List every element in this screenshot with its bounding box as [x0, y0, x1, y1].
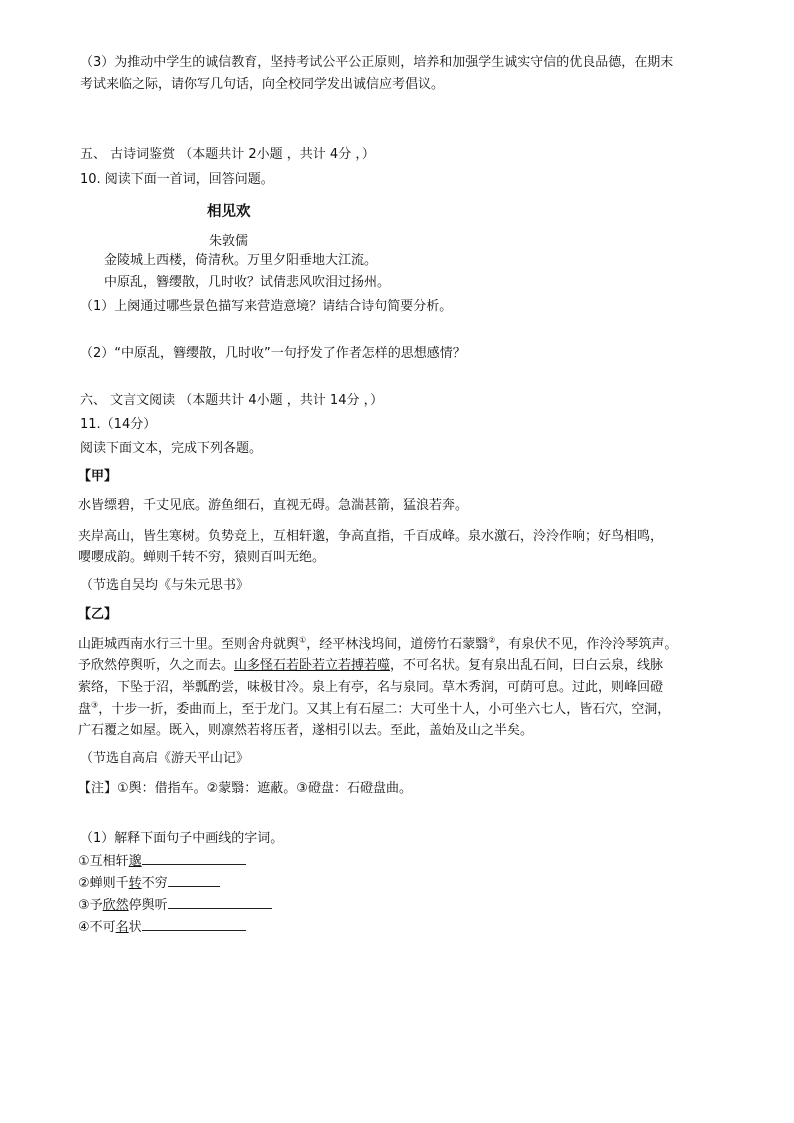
vocab-item-2-text: ②蝉则千 — [78, 876, 129, 891]
vocab-item-4-text: ④不可 — [78, 920, 116, 935]
passage-yi-source: （节选自高启《游天平山记》 — [80, 751, 250, 766]
yi-line1-b: ，经平林浅坞间，道傍竹石蒙翳 — [306, 637, 489, 652]
q11-instruction: 阅读下面文本，完成下列各题。 — [80, 441, 263, 456]
passage-yi-line1 — [78, 636, 677, 653]
section5-heading: 五、 古诗词鉴赏 （本题共计 2小题 ，共计 4分 ，） — [80, 147, 375, 162]
answer-blank-4[interactable] — [142, 918, 246, 931]
yi-line1-c: ，有泉伏不见，作泠泠琴筑声。 — [495, 637, 678, 652]
vocab-item-4-target: 名 — [115, 920, 129, 935]
vocab-item-1-text: ①互相轩 — [78, 854, 129, 869]
vocab-item-3-target: 欣然 — [102, 898, 129, 913]
annotation-note: 【注】①舆：借指车。②蒙翳：遮蔽。③磴盘：石磴盘曲。 — [78, 781, 412, 796]
poem-line-1: 金陵城上西楼，倚清秋。万里夕阳垂地大江流。 — [104, 253, 378, 268]
passage-jia-p1: 水皆缥碧，千丈见底。游鱼细石，直视无碍。急湍甚箭，猛浪若奔。 — [78, 498, 469, 513]
yi-line2-a: 予欣然停舆听，久之而去。 — [78, 658, 235, 673]
yi-line4-a: 盘 — [78, 702, 92, 717]
answer-blank-2[interactable] — [168, 874, 220, 887]
yi-line2-underlined: 山多怪石若卧若立若搏若噬 — [234, 658, 391, 673]
vocab-item-2-target: 转 — [128, 876, 142, 891]
vocab-item-2-rest: 不穷 — [141, 876, 168, 891]
passage-jia-source: （节选自吴均《与朱元思书》 — [80, 578, 250, 593]
footnote-marker-1: ① — [299, 635, 307, 645]
poem-title: 相见欢 — [207, 204, 251, 220]
passage-jia-p2-line2: 嘤嘤成韵。蝉则千转不穷，猿则百叫无绝。 — [78, 550, 326, 565]
vocab-item-4-rest: 状 — [128, 920, 142, 935]
q11-label: 11.（14分） — [80, 417, 157, 432]
yi-line4-b: ，十步一折，委曲而上，至于龙门。又其上有石屋二：大可坐十人，小可坐六七人，皆石穴，空洞， — [98, 702, 671, 717]
vocab-item-3-rest: 停舆听 — [128, 898, 168, 913]
vocab-item-2 — [78, 874, 220, 892]
passage-jia-label: 【甲】 — [78, 469, 118, 484]
passage-yi-line2 — [78, 657, 663, 674]
vocab-item-1-target: 邈 — [128, 854, 142, 869]
poem-line-2: 中原乱，簪缨散，几时收？试倩悲风吹泪过扬州。 — [104, 275, 391, 290]
vocab-item-3-text: ③予 — [78, 898, 103, 913]
passage-jia-p2-line1: 夹岸高山，皆生寒树。负势竞上，互相轩邈，争高直指，千百成峰。泉水激石，泠泠作响；好鸟相鸣， — [78, 529, 664, 544]
poem-author: 朱敦儒 — [209, 234, 249, 249]
passage-yi-line4 — [78, 701, 670, 718]
passage-yi-line3: 萦络，下坠于沼，举瓢酌尝，味极甘冷。泉上有亭，名与泉同。草木秀润，可荫可息。过此，则峰回磴 — [78, 680, 664, 695]
passage-yi-label: 【乙】 — [78, 607, 118, 622]
answer-blank-1[interactable] — [142, 852, 246, 865]
q10-sub1: （1）上阕通过哪些景色描写来营造意境？请结合诗句简要分析。 — [80, 299, 453, 314]
q11-sub1: （1）解释下面句子中画线的字词。 — [80, 831, 284, 846]
yi-line1-a: 山距城西南水行三十里。至则舍舟就舆 — [78, 637, 300, 652]
vocab-item-3 — [78, 896, 272, 914]
section6-heading: 六、 文言文阅读 （本题共计 4小题 ，共计 14分 ，） — [80, 393, 384, 408]
footnote-marker-2: ② — [488, 635, 496, 645]
yi-line2-c: ，不可名状。复有泉出乱石间，曰白云泉，线脉 — [390, 658, 664, 673]
vocab-item-1 — [78, 852, 246, 870]
q10-sub2: （2）“中原乱，簪缨散，几时收”一句抒发了作者怎样的思想感情？ — [80, 346, 466, 361]
vocab-item-4 — [78, 918, 246, 936]
footnote-marker-3: ③ — [91, 700, 99, 710]
q10-label: 10. 阅读下面一首词，回答问题。 — [80, 172, 274, 187]
q3-line1: （3）为推动中学生的诚信教育，坚持考试公平公正原则，培养和加强学生诚实守信的优良品德，在期末 — [80, 55, 674, 70]
answer-blank-3[interactable] — [168, 896, 272, 909]
passage-yi-line5: 广石覆之如屋。既入，则凛然若将压者，遂相引以去。至此，盖始及山之半矣。 — [78, 723, 534, 738]
q3-line2: 考试来临之际，请你写几句话，向全校同学发出诚信应考倡议。 — [80, 77, 445, 92]
